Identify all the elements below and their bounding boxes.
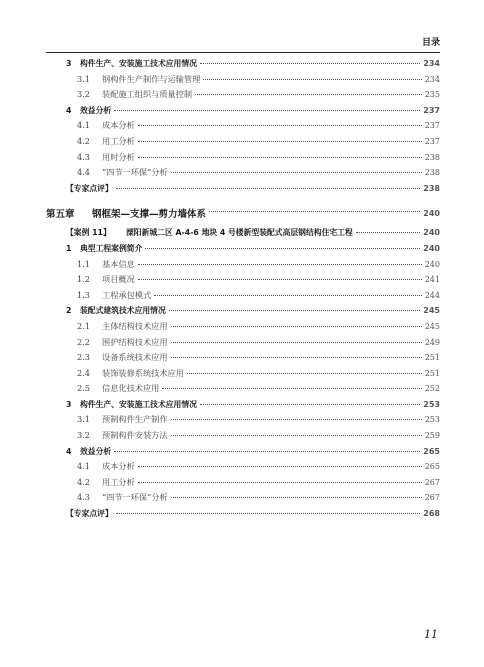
toc-entry-page: 240 [424,259,440,269]
toc-entry-case[interactable] [46,227,440,243]
toc-entry-page: 244 [424,290,440,300]
toc-entry-chapter[interactable] [46,202,440,224]
dot-leader [114,110,420,111]
table-of-contents [46,58,440,524]
toc-entry-number: 1.2 [77,274,91,285]
toc-entry-title: 工程承包模式 [102,289,152,300]
toc-entry-page: 240 [423,228,440,238]
toc-entry-lvl1[interactable] [46,58,440,74]
toc-entry-number: 第五章 [46,209,75,221]
toc-entry-title: 溧阳新城二区 A-4-6 地块 4 号楼新型装配式高层钢结构住宅工程 [126,228,353,238]
dot-leader [138,466,422,467]
toc-entry-page: 265 [423,446,440,456]
dot-leader [200,63,420,64]
toc-entry-lvl2[interactable] [46,120,440,136]
toc-entry-page: 237 [424,136,440,146]
toc-entry-number: 3.1 [77,73,91,84]
toc-entry-title: 装配施工组织与质量控制 [102,89,193,100]
toc-entry-title: 装配式建筑技术应用情况 [80,306,166,316]
toc-entry-number: 4.3 [77,151,91,162]
header-rule [46,52,440,53]
toc-entry-lvl2[interactable] [46,337,440,353]
dot-leader [154,295,422,296]
toc-entry-number: 2.4 [77,367,91,378]
toc-entry-title: 效益分析 [80,446,112,456]
toc-entry-number: 3 [66,399,72,409]
toc-entry-title: 用工分析 [102,135,135,146]
dot-leader [145,248,420,249]
dot-leader [171,497,422,498]
toc-entry-number: 3 [66,59,72,68]
toc-entry-lvl1[interactable] [46,105,440,121]
toc-entry-page: 238 [424,168,440,178]
dot-leader [171,357,422,358]
toc-entry-page: 234 [424,74,440,84]
toc-entry-lvl2[interactable] [46,352,440,368]
toc-entry-page: 240 [423,243,440,253]
toc-entry-title: 钢构件生产制作与运输管理 [102,73,201,84]
toc-entry-page: 245 [423,306,440,316]
toc-entry-number: 1 [66,243,72,253]
dot-leader [138,125,422,126]
toc-entry-lvl2[interactable] [46,383,440,399]
toc-entry-lvl1[interactable] [46,243,440,259]
toc-entry-number: 2 [66,306,72,316]
toc-entry-title: 效益分析 [80,105,112,115]
toc-entry-lvl2[interactable] [46,430,440,446]
toc-entry-number: 3.2 [77,430,91,441]
toc-entry-number: 4.2 [77,135,91,146]
toc-entry-title: 【专家点评】 [66,183,113,193]
toc-entry-title: 主体结构技术应用 [102,320,168,331]
dot-leader [171,326,422,327]
dot-leader [116,188,421,189]
running-header-title: 目录 [421,38,440,48]
toc-entry-title: 典型工程案例简介 [80,243,143,253]
toc-entry-number: 1.3 [77,289,91,300]
dot-leader [203,79,421,80]
dot-leader [114,451,420,452]
toc-entry-number: 4.4 [77,167,91,178]
toc-entry-lvl2[interactable] [46,152,440,168]
toc-entry-page: 238 [424,152,440,162]
dot-leader [171,419,422,420]
toc-entry-title: 项目概况 [102,274,135,285]
toc-entry-page: 267 [424,493,440,503]
dot-leader [138,264,422,265]
dot-leader [200,404,420,405]
toc-entry-page: 241 [424,275,440,285]
dot-leader [162,388,421,389]
toc-entry-title: 基本信息 [102,258,135,269]
toc-entry-title: 构件生产、安装施工技术应用情况 [80,59,197,68]
toc-entry-lvl2[interactable] [46,461,440,477]
toc-entry-title: 用工分析 [102,476,135,487]
toc-entry-lvl1[interactable] [46,305,440,321]
toc-entry-number: 1.1 [77,258,91,269]
dot-leader [138,157,422,158]
dot-leader [171,342,422,343]
toc-entry-page: 234 [423,59,440,68]
toc-entry-number: 2.2 [77,336,91,347]
toc-entry-lvl2[interactable] [46,167,440,183]
dot-leader [171,172,422,173]
dot-leader [187,373,422,374]
page-number: 11 [424,628,438,641]
toc-entry-lvl2[interactable] [46,136,440,152]
toc-entry-lvl2[interactable] [46,89,440,105]
dot-leader [356,232,421,233]
toc-entry-page: 251 [424,353,440,363]
toc-entry-title: 装饰装修系统技术应用 [102,367,184,378]
toc-entry-title: 成本分析 [102,461,135,472]
toc-entry-page: 265 [424,462,440,472]
toc-entry-page: 253 [424,415,440,425]
toc-entry-title: 信息化技术应用 [102,383,160,394]
dot-leader [171,435,422,436]
dot-leader [195,94,422,95]
toc-entry-number: 4.1 [77,461,91,472]
toc-entry-page: 235 [424,90,440,100]
toc-entry-title: 成本分析 [102,120,135,131]
dot-leader [138,279,422,280]
toc-entry-number: 4 [66,446,72,456]
toc-entry-number: 3.1 [77,414,91,425]
toc-entry-title: 【专家点评】 [66,509,113,519]
toc-entry-page: 251 [424,368,440,378]
toc-entry-page: 259 [424,431,440,441]
toc-entry-lvl2[interactable] [46,74,440,90]
toc-entry-lvl2[interactable] [46,414,440,430]
dot-leader [138,141,422,142]
toc-entry-lvl2[interactable] [46,259,440,275]
toc-entry-lvl1[interactable] [46,446,440,462]
toc-entry-page: 240 [423,208,440,218]
dot-leader [138,482,422,483]
toc-entry-title: “四节一环保”分析 [102,167,168,178]
toc-entry-page: 268 [423,509,440,519]
toc-entry-number: 2.3 [77,352,91,363]
toc-entry-title: 钢框架—支撑—剪力墙体系 [92,209,207,221]
toc-entry-lvl2[interactable] [46,368,440,384]
toc-entry-number: 4.1 [77,120,91,131]
toc-entry-expert[interactable] [46,508,440,524]
toc-entry-lvl2[interactable] [46,477,440,493]
toc-entry-lvl2[interactable] [46,492,440,508]
toc-entry-page: 267 [424,477,440,487]
toc-entry-title: 构件生产、安装施工技术应用情况 [80,399,197,409]
toc-entry-number: 3.2 [77,89,91,100]
toc-entry-lvl1[interactable] [46,399,440,415]
toc-entry-title: “四节一环保”分析 [102,492,168,503]
toc-entry-number: 4 [66,105,72,115]
toc-entry-page: 245 [424,321,440,331]
dot-leader [116,513,421,514]
toc-entry-page: 253 [423,399,440,409]
toc-entry-expert[interactable] [46,183,440,199]
dot-leader [169,310,421,311]
toc-entry-lvl2[interactable] [46,274,440,290]
toc-entry-number: 【案例 11】 [66,228,111,238]
toc-entry-number: 2.1 [77,320,91,331]
toc-entry-page: 252 [424,384,440,394]
toc-entry-lvl2[interactable] [46,321,440,337]
toc-entry-number: 4.3 [77,492,91,503]
toc-entry-lvl2[interactable] [46,290,440,306]
toc-entry-title: 围护结构技术应用 [102,336,168,347]
toc-entry-page: 237 [423,105,440,115]
toc-entry-title: 预制构件安装方法 [102,430,168,441]
dot-leader [209,211,420,212]
toc-entry-title: 用时分析 [102,151,135,162]
toc-entry-page: 238 [423,183,440,193]
toc-entry-title: 设备系统技术应用 [102,352,168,363]
toc-entry-number: 2.5 [77,383,91,394]
toc-entry-title: 预制构件生产制作 [102,414,168,425]
toc-entry-page: 249 [424,337,440,347]
toc-entry-page: 237 [424,121,440,131]
toc-entry-number: 4.2 [77,476,91,487]
